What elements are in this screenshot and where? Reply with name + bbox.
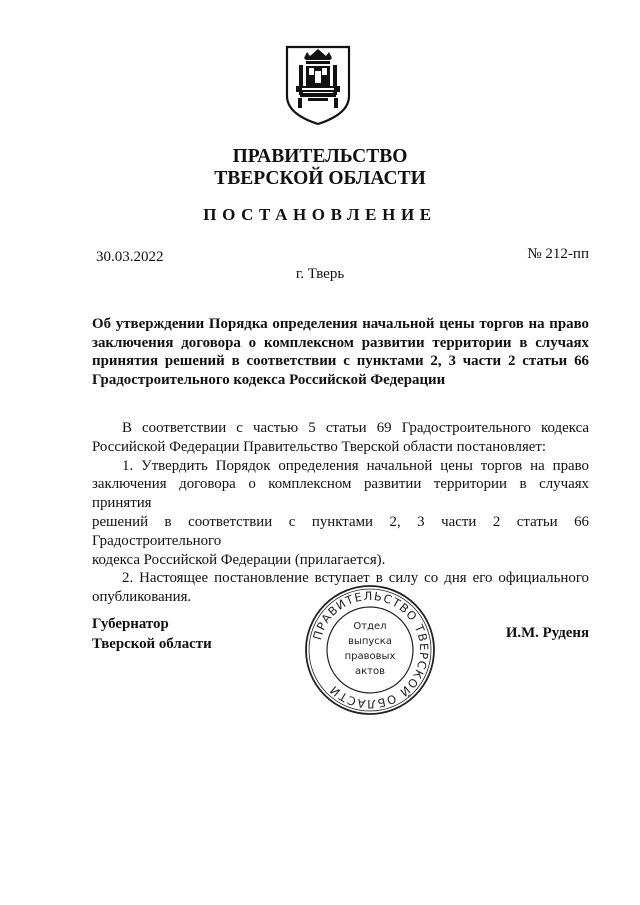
official-stamp xyxy=(302,582,438,718)
body-line: 2. Настоящее постановление вступает в силу со дня его официального xyxy=(122,570,589,587)
title-line: принятия решений в соответствии с пунктами 2, 3 части 2 статьи 66 xyxy=(92,353,589,369)
title-line: Градостроительного кодекса Российской Федерации xyxy=(92,371,446,388)
signer-position-line: Тверской области xyxy=(92,635,212,652)
organization-name-line2: ТВЕРСКОЙ ОБЛАСТИ xyxy=(214,168,426,189)
body-line: 1. Утвердить Порядок определения начальной цены торгов на право xyxy=(122,457,589,474)
signer-position-line: Губернатор xyxy=(92,616,169,632)
body-line: опубликования. xyxy=(92,589,192,606)
tver-region-coat-of-arms-icon xyxy=(284,44,352,126)
body-line: заключения договора о комплексном развитии территории в случаях принятия xyxy=(92,476,589,512)
title-line: Об утверждении Порядка определения начальной цены торгов на право xyxy=(92,316,589,332)
document-title xyxy=(92,315,589,389)
title-line: заключения договора о комплексном развитии территории в случаях xyxy=(92,334,589,351)
stamp-center-line: актов xyxy=(354,666,386,677)
document-date: 30.03.2022 xyxy=(96,249,164,265)
stamp-center-line: выпуска xyxy=(348,636,392,647)
organization-name-line1: ПРАВИТЕЛЬСТВО xyxy=(232,146,408,167)
stamp-center-line: Отдел xyxy=(353,621,387,632)
body-line: В соответствии с частью 5 статьи 69 Градостроительного кодекса xyxy=(122,420,589,436)
document-type: ПОСТАНОВЛЕНИЕ xyxy=(203,205,437,224)
stamp-ring-text: ПРАВИТЕЛЬСТВО ТВЕРСКОЙ ОБЛАСТИ xyxy=(310,588,432,712)
document-body xyxy=(92,419,589,607)
document-number: № 212-пп xyxy=(527,246,589,262)
body-line: решений в соответствии с пунктами 2, 3 части 2 статьи 66 Градостроительного xyxy=(92,513,589,549)
body-line: кодекса Российской Федерации (прилагается). xyxy=(92,551,386,568)
body-line: Российской Федерации Правительство Тверской области постановляет: xyxy=(92,438,547,455)
stamp-center-line: правовых xyxy=(344,651,396,662)
signer-name: И.М. Руденя xyxy=(505,625,589,641)
document-city: г. Тверь xyxy=(295,266,345,282)
signer-position xyxy=(92,615,212,654)
